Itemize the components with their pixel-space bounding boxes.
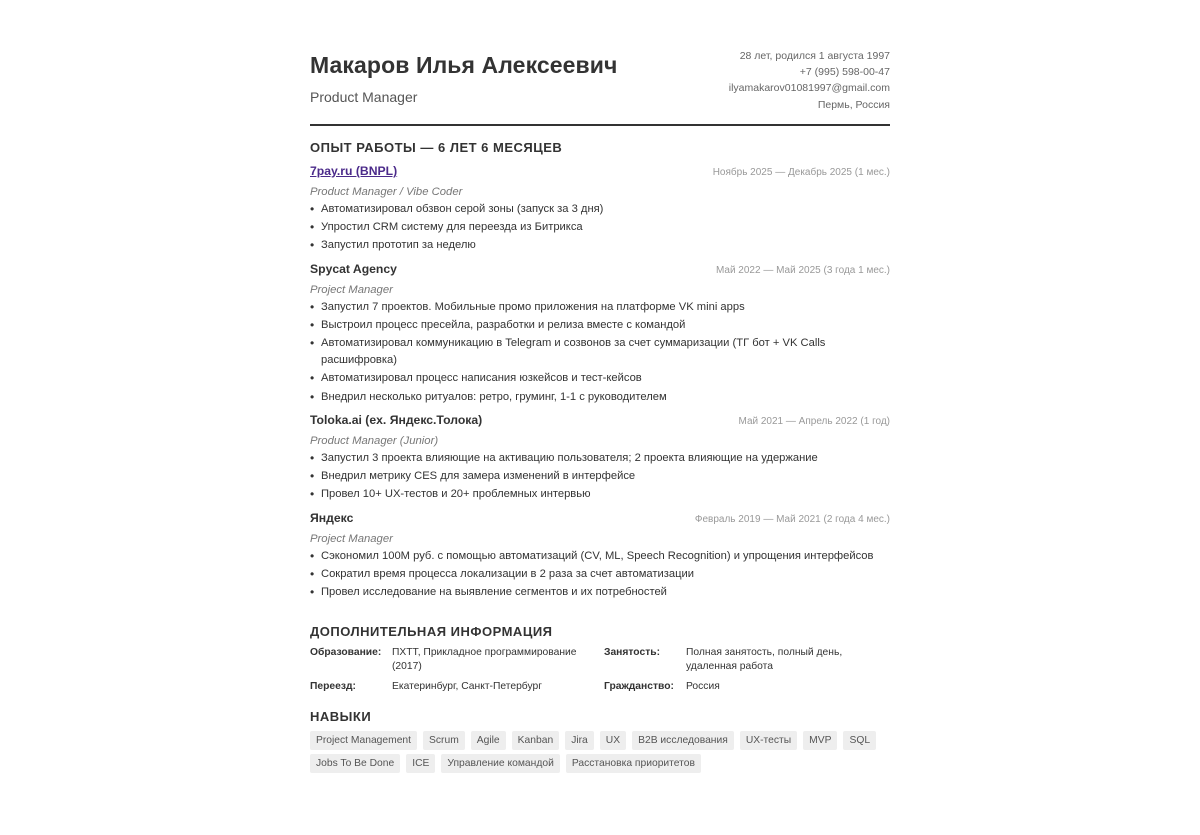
job-achievements bbox=[310, 299, 890, 406]
achievement-item: • Автоматизировал процесс написания юзкейсов и тест-кейсов bbox=[310, 370, 890, 388]
contacts-block bbox=[729, 48, 890, 113]
candidate-name: Макаров Илья Алексеевич bbox=[310, 52, 618, 78]
achievement-item: • Внедрил метрику CES для замера изменений в интерфейсе bbox=[310, 468, 890, 486]
job-position: Product Manager (Junior) bbox=[310, 435, 439, 448]
job-position: Project Manager bbox=[310, 532, 393, 545]
job-achievements bbox=[310, 450, 890, 504]
skill-tag: Agile bbox=[471, 731, 506, 750]
skill-tag: Scrum bbox=[423, 731, 465, 750]
job-entry bbox=[310, 413, 890, 504]
job-entry bbox=[310, 164, 890, 255]
skill-tag: Jobs To Be Done bbox=[310, 754, 400, 773]
achievement-item: • Запустил прототип за неделю bbox=[310, 237, 890, 255]
skill-tag: Jira bbox=[565, 731, 594, 750]
skill-tag: Kanban bbox=[512, 731, 560, 750]
achievement-item: • Сэкономил 100М руб. с помощью автоматизаций (CV, ML, Speech Recognition) и упрощения интерфейсов bbox=[310, 548, 890, 566]
citizenship-value: Россия bbox=[686, 681, 720, 692]
job-entry bbox=[310, 511, 890, 602]
achievement-item: • Сократил время процесса локализации в 2 раза за счет автоматизации bbox=[310, 566, 890, 584]
relocation-label: Переезд: bbox=[310, 681, 356, 692]
achievement-item: • Упростил CRM систему для переезда из Битрикса bbox=[310, 219, 890, 237]
company-name: Яндекс bbox=[310, 510, 354, 525]
job-achievements bbox=[310, 548, 890, 602]
achievement-item: • Автоматизировал коммуникацию в Telegram и созвонов за счет суммаризации (ТГ бот + VK Calls расшифровка) bbox=[310, 335, 890, 370]
contact-phone[interactable]: +7 (995) 598-00-47 bbox=[799, 66, 890, 79]
skill-tag: B2B исследования bbox=[632, 731, 734, 750]
achievement-item: • Выстроил процесс пресейла, разработки и релиза вместе с командой bbox=[310, 317, 890, 335]
company-name: Spycat Agency bbox=[310, 261, 397, 276]
additional-section-title: ДОПОЛНИТЕЛЬНАЯ ИНФОРМАЦИЯ bbox=[310, 624, 553, 639]
info-row bbox=[310, 646, 890, 674]
company-link[interactable]: 7pay.ru (BNPL) bbox=[310, 164, 398, 178]
education-label: Образование: bbox=[310, 647, 382, 658]
experience-section-title: ОПЫТ РАБОТЫ — 6 ЛЕТ 6 МЕСЯЦЕВ bbox=[310, 140, 563, 155]
job-entry bbox=[310, 262, 890, 406]
info-row bbox=[310, 680, 890, 694]
contact-email[interactable]: ilyamakarov01081997@gmail.com bbox=[728, 82, 890, 95]
achievement-item: • Автоматизировал обзвон серой зоны (запуск за 3 дня) bbox=[310, 201, 890, 219]
skill-tag: UX-тесты bbox=[740, 731, 797, 750]
skill-tag: SQL bbox=[843, 731, 876, 750]
skill-tag: Расстановка приоритетов bbox=[566, 754, 701, 773]
employment-value: Полная занятость, полный день, удаленная работа bbox=[686, 647, 843, 672]
additional-info bbox=[310, 646, 890, 700]
resume-page bbox=[310, 0, 890, 769]
skill-tag: Управление командой bbox=[441, 754, 559, 773]
achievement-item: • Провел 10+ UX-тестов и 20+ проблемных интервью bbox=[310, 486, 890, 504]
skills-list bbox=[310, 731, 900, 773]
achievement-item: • Провел исследование на выявление сегментов и их потребностей bbox=[310, 584, 890, 602]
achievement-item: • Запустил 3 проекта влияющие на активацию пользователя; 2 проекта влияющие на удержание bbox=[310, 450, 890, 468]
skills-section-title: НАВЫКИ bbox=[310, 709, 372, 724]
skill-tag: MVP bbox=[803, 731, 837, 750]
contact-location: Пермь, Россия bbox=[817, 98, 890, 111]
contact-age: 28 лет, родился 1 августа 1997 bbox=[739, 50, 890, 62]
skill-tag: Project Management bbox=[310, 731, 417, 750]
job-position: Project Manager bbox=[310, 283, 393, 296]
job-period: Ноябрь 2025 — Декабрь 2025 (1 мес.) bbox=[712, 167, 890, 178]
job-achievements bbox=[310, 201, 890, 255]
job-period: Май 2022 — Май 2025 (3 года 1 мес.) bbox=[715, 264, 890, 276]
citizenship-label: Гражданство: bbox=[604, 681, 674, 692]
company-name: Toloka.ai (ex. Яндекс.Толока) bbox=[310, 413, 483, 428]
education-value: ПХТТ, Прикладное программирование (2017) bbox=[392, 647, 577, 672]
relocation-value: Екатеринбург, Санкт-Петербург bbox=[392, 681, 542, 692]
skill-tag: ICE bbox=[406, 754, 435, 773]
skill-tag: UX bbox=[600, 731, 626, 750]
job-position: Product Manager / Vibe Coder bbox=[310, 186, 463, 198]
candidate-role: Product Manager bbox=[310, 89, 418, 105]
resume-header bbox=[310, 0, 890, 126]
achievement-item: • Запустил 7 проектов. Мобильные промо приложения на платформе VK mini apps bbox=[310, 299, 890, 317]
experience-list bbox=[310, 164, 890, 608]
employment-label: Занятость: bbox=[604, 647, 660, 658]
job-period: Февраль 2019 — Май 2021 (2 года 4 мес.) bbox=[694, 513, 890, 525]
achievement-item: • Внедрил несколько ритуалов: ретро, груминг, 1-1 с руководителем bbox=[310, 389, 890, 407]
job-period: Май 2021 — Апрель 2022 (1 год) bbox=[738, 416, 890, 428]
